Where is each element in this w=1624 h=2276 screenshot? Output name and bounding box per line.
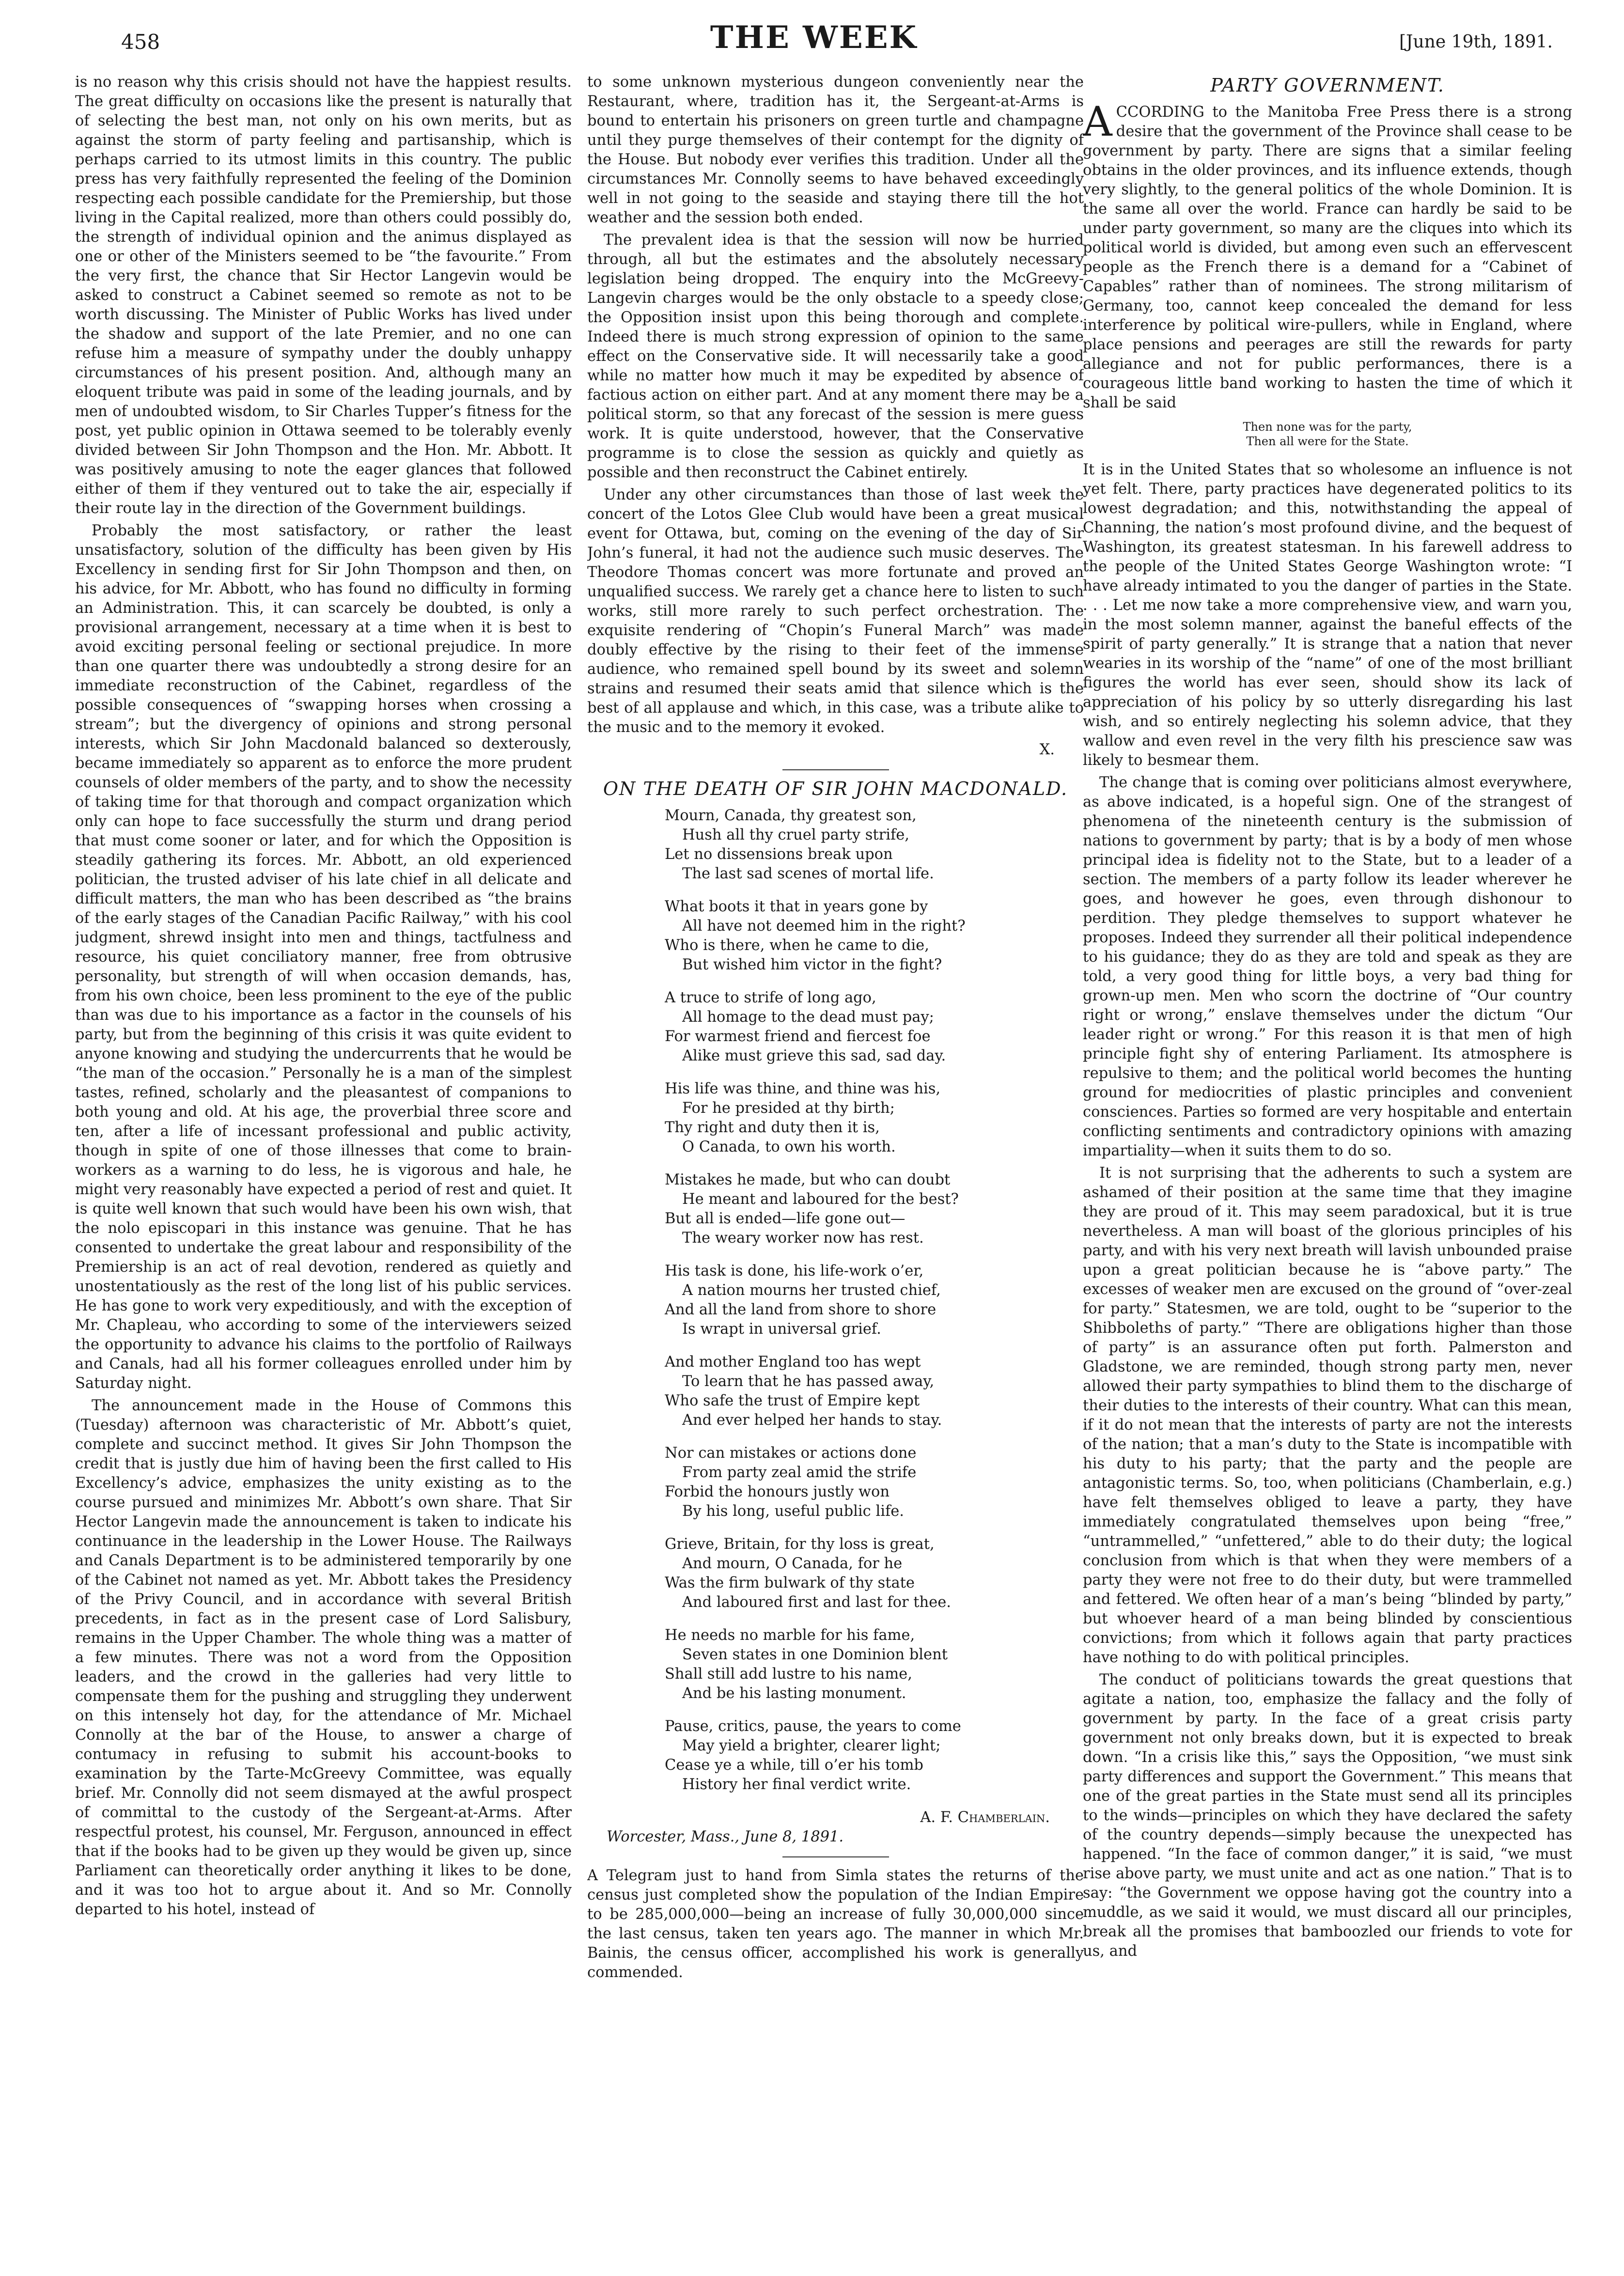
paragraph: The prevalent idea is that the session will now be hurried through, all but the estimates and the absolutely necessary legislation being dropped. The enquiry into the McGreevy-Langevin charges would be the only obstacle to a speedy close; the Opposition insist upon this being thorough and complete. Indeed there is much strong expression of opinion to the same effect on the Conservative side. It will necessarily take a good while no matter how much it may be expedited by absence of factious action on either part. And at any moment there may be a political storm, so that any forecast of the session is mere guess work. It is quite understood, however, that the Conservative programme is to close the session as quickly and quietly as possible and then reconstruct the Cabinet entirely. (587, 232, 1084, 481)
poem-line: Thy right and duty then it is, (665, 1119, 880, 1136)
poem-line: History her final verdict write. (682, 1776, 911, 1793)
divider (782, 1856, 889, 1857)
poem-stanza (665, 1626, 1084, 1703)
poem-line: And ever helped her hands to stay. (682, 1412, 942, 1429)
poem-line: Forbid the honours justly won (665, 1483, 890, 1500)
poem-stanza (665, 1535, 1084, 1612)
paragraph: Under any other circumstances than those of last week the concert of the Lotos Glee Club would have been a great musical event for Ottawa, but, coming on the evening of the day of Sir John’s funeral, it had not the audience such music deserves. The Theodore Thomas concert was more fortunate and proved an unqualified success. We rarely get a chance here to listen to such works, still more rarely to such perfect orchestration. The exquisite rendering of “Chopin’s Funeral March” was made doubly effective by the rising to their feet of the immense audience, who remained spell bound by its sweet and solemn strains and resumed their seats amid that silence which is the best of all applause and which, in this case, was a tribute alike to the music and to the memory it evoked. (587, 486, 1084, 736)
paragraph: The conduct of politicians towards the great questions that agitate a nation, too, emphasize the fallacy and the folly of government by party. In the face of a great crisis party government not only breaks down, but it is expected to break down. “In a crisis like this,” says the Opposition, “we must sink party differences and support the Government.” This means that one of the great parties in the State must send all its principles to the winds—principles on which they have declared the safety of the country depends—simply because the unexpected has happened. “In the face of common danger,” it is said, “we must rise above party, we must unite and act as one nation.” That is to say: “the Government we oppose having got the country into a muddle, as we said it would, we must discard all our principles, break all the promises that bamboozled our friends to vote for us, and (1083, 1671, 1572, 1960)
poem-stanza (665, 897, 1084, 975)
paragraph: The announcement made in the House of Commons this (Tuesday) afternoon was characteristic of Mr. Abbott’s quiet, complete and succinct method. It gives Sir John Thompson the credit that is justly due him of having been the first called to His Excellency’s advice, emphasizes the unity existing as to the course pursued and minimizes Mr. Abbott’s own share. That Sir Hector Langevin made the announcement is taken to indicate his continuance in the leadership in the Lower House. The Railways and Canals Department is to be administered temporarily by one of the Cabinet not named as yet. Mr. Abbott takes the Presidency of the Privy Council, and in accordance with several British precedents, in fact as in the present case of Lord Salisbury, remains in the Upper Chamber. The whole thing was a matter of a few minutes. There was not a word from the Opposition leaders, and the crowd in the galleries had very little to compensate them for the pushing and struggling they underwent on this intensely hot day, for the attendance of Mr. Michael Connolly at the bar of the House, to answer a charge of contumacy in refusing to submit his account-books to examination by the Tarte-McGreevy Committee, was equally brief. Mr. Connolly did not seem dismayed at the awful prospect of committal to the custody of the Sergeant-at-Arms. After respectful protest, his counsel, Mr. Ferguson, announced in effect that if the books had to be given up they would be given up, since Parliament can theoretically order anything it likes to be done, and it was too hot to argue about it. And so Mr. Connolly departed to his hotel, instead of (75, 1397, 572, 1918)
poem-line: The last sad scenes of mortal life. (682, 865, 934, 882)
poem-line: Let no dissensions break upon (665, 846, 893, 863)
poem-line: A nation mourns her trusted chief, (682, 1282, 941, 1299)
poem-line: The weary worker now has rest. (682, 1230, 924, 1247)
poem-stanza (665, 1079, 1084, 1157)
paragraph: It is not surprising that the adherents to such a system are ashamed of their position at the same time that they imagine they are proud of it. This may seem paradoxical, but it is true nevertheless. A man will boast of the glorious principles of his party, and with his very next breath will lavish unbounded praise upon a great politician because he is “above party.” The excesses of weaker men are excused on the ground of “over-zeal for party.” Statesmen, we are told, ought to be “superior to the Shibboleths of party.” “There are obligations higher than those of party” is an assurance often put forth. Palmerston and Gladstone, we are reminded, though strong party men, never allowed their party sympathies to blind them to the discharge of their duties to the interests of their country. What can this mean, if it do not mean that the interests of party are not the interests of the nation; that a man’s duty to the State is incompatible with his duty to his party; that the party and the people are antagonistic terms. So, too, when politicians (Chamberlain, e.g.) have felt themselves obliged to leave a party, they have immediately congratulated themselves upon being “free,” “untrammelled,” “unfettered,” able to do their duty; the logical conclusion from which is that when they were members of a party they were not free to do their duty, but were trammelled and fettered. We often hear of a man’s being “blinded by party,” but whoever heard of a man being blinded by conscientious convictions; from which it follows again that party practices have nothing to do with political principles. (1083, 1165, 1572, 1666)
poem-stanza (665, 1717, 1084, 1794)
poem-line: Mistakes he made, but who can doubt (665, 1171, 951, 1188)
poem-line: Seven states in one Dominion blent (682, 1646, 948, 1663)
masthead-title: THE WEEK (710, 19, 918, 56)
drop-cap: A (1083, 98, 1112, 145)
poem-line: His task is done, his life-work o’er, (665, 1263, 924, 1279)
poem-stanza (665, 1262, 1084, 1339)
poem-line: And be his lasting monument. (682, 1685, 906, 1702)
poem-line: Alike must grieve this sad, sad day. (682, 1047, 946, 1064)
paragraph: It is in the United States that so wholesome an influence is not yet felt. There, party practices have degenerated politics to its lowest degradation; and this, notwithstanding the appeal of Channing, the nation’s most profound divine, and the bequest of Washington, its greatest statesman. In his farewell address to the people of the United States George Washington wrote: “I have already intimated to you the danger of parties in the State. . . . Let me now take a more comprehensive view, and warn you, in the most solemn manner, against the baneful effects of the spirit of party generally.” It is strange that a nation that never wearies in its worship of the “name” of one of the most brilliant figures the world has ever seen, should show its lack of appreciation of his policy by so utterly disregarding his last wish, and so entirely neglecting his solemn advice, that they wallow and even revel in the very filth his prescience saw was likely to besmear them. (1083, 461, 1572, 769)
poem-line: Pause, critics, pause, the years to come (665, 1718, 961, 1735)
poem-line: He needs no marble for his fame, (665, 1627, 915, 1644)
paragraph: is no reason why this crisis should not have the happiest results. The great difficulty on occasions like the present is naturally that of selecting the best man, not only on his own merits, but as against the storm of party feeling and partisanship, which is perhaps carried to its utmost limits in this country. The public press has very faithfully represented the feeling of the Dominion respecting each possible candidate for the Premiership, but those living in the Capital realized, more than others could possibly do, the strength of individual opinion and the animus displayed as one or other of the Ministers seemed to be “the favourite.” From the very first, the chance that Sir Hector Langevin would be asked to construct a Cabinet seemed so remote as not to be worth discussing. The Minister of Public Works has lived under the shadow and support of the late Premier, and no one can refuse him a measure of sympathy under the doubly unhappy circumstances of his present position. And, although many an eloquent tribute was paid in some of the leading journals, and by men of undoubted wisdom, to Sir Charles Tupper’s fitness for the post, yet public opinion in Ottawa seemed to be tolerably evenly divided between Sir John Thompson and the Hon. Mr. Abbott. It was positively amusing to note the eager glances that followed either of them if they ventured out to take the air, especially if their route lay in the direction of the Government buildings. (75, 74, 572, 517)
poem-stanza (665, 1353, 1084, 1430)
poem-line: Hush all thy cruel party strife, (682, 826, 909, 843)
issue-date: [June 19th, 1891. (1399, 32, 1553, 52)
page-header (75, 19, 1553, 68)
poem-line: To learn that he has passed away, (682, 1373, 935, 1390)
paragraph: The change that is coming over politicians almost everywhere, as above indicated, is a hopeful sign. One of the strangest of phenomena of the nineteenth century is the submission of nations to government by party; that is by a body of men whose principal idea is fidelity not to the State, but to a leader of a section. The members of a party follow its leader wherever he goes, and however he goes, even through dishonour to perdition. They pledge themselves to support whatever he proposes. Indeed they surrender all their political independence to his guidance; they do as they are told and speak as they are told, a very good thing for little boys, a very bad thing for grown-up men. Men who scorn the doctrine of “Our country right or wrong,” enslave themselves under the dictum “Our leader right or wrong.” For this reason it is that men of high principle fight shy of entering Parliament. Its atmosphere is repulsive to them; and the political world becomes the hunting ground for mediocrities of plastic principles and convenient consciences. Parties so formed are very hospitable and entertain conflicting sentiments and contradictory opinions with amazing impartiality—when it suits them to do so. (1083, 774, 1572, 1159)
poem-line: Shall still add lustre to his name, (665, 1666, 912, 1683)
intro-paragraph (1083, 98, 1572, 413)
poem-line: Mourn, Canada, thy greatest son, (665, 807, 917, 824)
poem-author: A. F. Chamberlain. (920, 1809, 1050, 1826)
poem-stanza (665, 988, 1084, 1066)
poem-line: He meant and laboured for the best? (682, 1191, 959, 1208)
poem-stanza (665, 1170, 1084, 1248)
divider (782, 769, 889, 770)
poem-line: And laboured first and last for thee. (682, 1594, 951, 1611)
poem-line: Who is there, when he came to die, (665, 937, 929, 954)
poem-line: And mourn, O Canada, for he (682, 1555, 903, 1572)
poem-line: May yield a brighter, clearer light; (682, 1737, 941, 1754)
article-title: PARTY GOVERNMENT. (1210, 75, 1445, 96)
poem-line: Cease ye a while, till o’er his tomb (665, 1757, 923, 1774)
poem-place: Worcester, Mass., June 8, 1891. (607, 1828, 844, 1845)
poem-line: All homage to the dead must pay; (682, 1009, 934, 1026)
poem-line: And mother England too has wept (665, 1354, 921, 1371)
poem-line: All have not deemed him in the right? (682, 918, 966, 935)
poem-stanza (665, 1444, 1084, 1521)
poem-line: Who safe the trust of Empire kept (665, 1392, 920, 1409)
poem-line: And all the land from shore to shore (665, 1301, 937, 1318)
telegram-paragraph: A Telegram just to hand from Simla states the returns of the census just completed show the population of the Indian Empire to be 285,000,000—being an increase of fully 30,000,000 since the last census, taken ten years ago. The manner in which Mr. Bainis, the census officer, accomplished his work is generally commended. (587, 1867, 1084, 1981)
poem-title: ON THE DEATH OF SIR JOHN MACDONALD. (603, 778, 1068, 799)
paragraph: Probably the most satisfactory, or rather the least unsatisfactory, solution of the difficulty has been given by His Excellency in sending first for Sir John Thompson and then, on his advice, for Mr. Abbott, who has found no difficulty in forming an Administration. This, it can scarcely be doubted, is only a provisional arrangement, necessary at a time when it is best to avoid exciting personal feeling or sectional prejudice. In more than one quarter there was undoubtedly a strong desire for an immediate reconstruction of the Cabinet, regardless of the possible consequences of “swapping horses when crossing a stream”; but the divergency of opinions and strong personal interests, which Sir John Macdonald balanced so dexterously, became immediately so apparent as to enforce the more prudent counsels of older members of the party, and to show the necessity of taking time for that thorough and compact organization which only can hope to face successfully the sturm und drang period that must come sooner or later, and for which the Opposition is steadily gathering its forces. Mr. Abbott, an old experienced politician, the trusted adviser of his late chief in all delicate and difficult matters, the man who has been described as “the brains of the early stages of the Canadian Pacific Railway,” with his cool judgment, shrewd insight into men and things, tactfulness and resource, his quiet conciliatory manner, free from obtrusive personality, but strength of will when occasion demands, has, from his own choice, been less prominent to the eye of the public than was due to his importance as a factor in the counsels of his party, but from the beginning of this crisis it was quite evident to anyone knowing and studying the undercurrents that he would be “the man of the occasion.” Personally he is a man of the simplest tastes, refined, scholarly and the pleasantest of companions to both young and old. At his age, the proverbial three score and ten, after a life of incessant professional and public activity, though in spite of one of those illnesses that come to brain-workers as a warning to do less, he is vigorous and hale, he might very reasonably have expected a period of rest and quiet. It is quite well known that such would have been his own wish, that the nolo episcopari in this instance was genuine. That he has consented to undertake the great labour and responsibility of the Premiership is an act of real devotion, rendered as quietly and unostentatiously as the rest of the long list of his public services. He has gone to work very expeditiously, and with the exception of Mr. Chapleau, who according to some of the interviewers seized the opportunity to advance his claims to the portfolio of Railways and Canals, had all his former colleagues enrolled under him by Saturday night. (75, 522, 572, 1392)
article-signoff: X. (1039, 741, 1055, 758)
poem-line: By his long, useful public life. (682, 1503, 905, 1520)
poem-line: But wished him victor in the fight? (682, 956, 942, 973)
poem-stanza (665, 806, 1084, 884)
block-quote (1083, 420, 1572, 449)
poem-line: A truce to strife of long ago, (665, 989, 876, 1006)
page-number: 458 (121, 30, 160, 54)
poem-line: Grieve, Britain, for thy loss is great, (665, 1536, 935, 1553)
column-left (75, 73, 572, 2156)
poem-line: Is wrapt in universal grief. (682, 1321, 881, 1338)
column-middle (587, 73, 1084, 2156)
poem-line: Was the firm bulwark of thy state (665, 1574, 915, 1591)
poem-line: Nor can mistakes or actions done (665, 1445, 917, 1462)
poem-line: What boots it that in years gone by (665, 898, 928, 915)
quote-line: Then none was for the party, (1243, 420, 1412, 434)
poem-line: For warmest friend and fiercest foe (665, 1028, 931, 1045)
paragraph: to some unknown mysterious dungeon conveniently near the Restaurant, where, tradition has it, the Sergeant-at-Arms is bound to entertain his prisoners on green turtle and champagne until they purge themselves of their contempt for the dignity of the House. But nobody ever verifies this tradition. Under all the circumstances Mr. Connolly seems to have behaved exceedingly well in not going to the seaside and staying there till the hot weather and the session both ended. (587, 74, 1084, 226)
poem (587, 806, 1084, 1794)
poem-line: From party zeal amid the strife (682, 1464, 917, 1481)
column-right (1083, 73, 1572, 2204)
poem-line: His life was thine, and thine was his, (665, 1080, 941, 1097)
poem-line: O Canada, to own his worth. (682, 1138, 896, 1155)
poem-line: But all is ended—life gone out— (665, 1210, 906, 1227)
intro-text: CCORDING to the Manitoba Free Press there is a strong desire that the government of the Province shall cease to be government by party. There are signs that a similar feeling obtains in the older provinces, and its influence extends, though very slightly, to the general politics of the whole Dominion. It is the same all over the world. France can hardly be said to be under party government, so many are the cliques into which its political world is divided, but among even such an effervescent people as the French there is a demand for a “Cabinet of Capables” rather than of nominees. The strong militarism of Germany, too, cannot keep concealed the demand for less interference by political wire-pullers, while in England, where place pensions and peerages are still the rewards for party allegiance and not for public performances, there is a courageous little band working to hasten the time of which it shall be said (1083, 104, 1572, 411)
quote-line: Then all were for the State. (1246, 435, 1409, 448)
poem-line: For he presided at thy birth; (682, 1100, 895, 1117)
